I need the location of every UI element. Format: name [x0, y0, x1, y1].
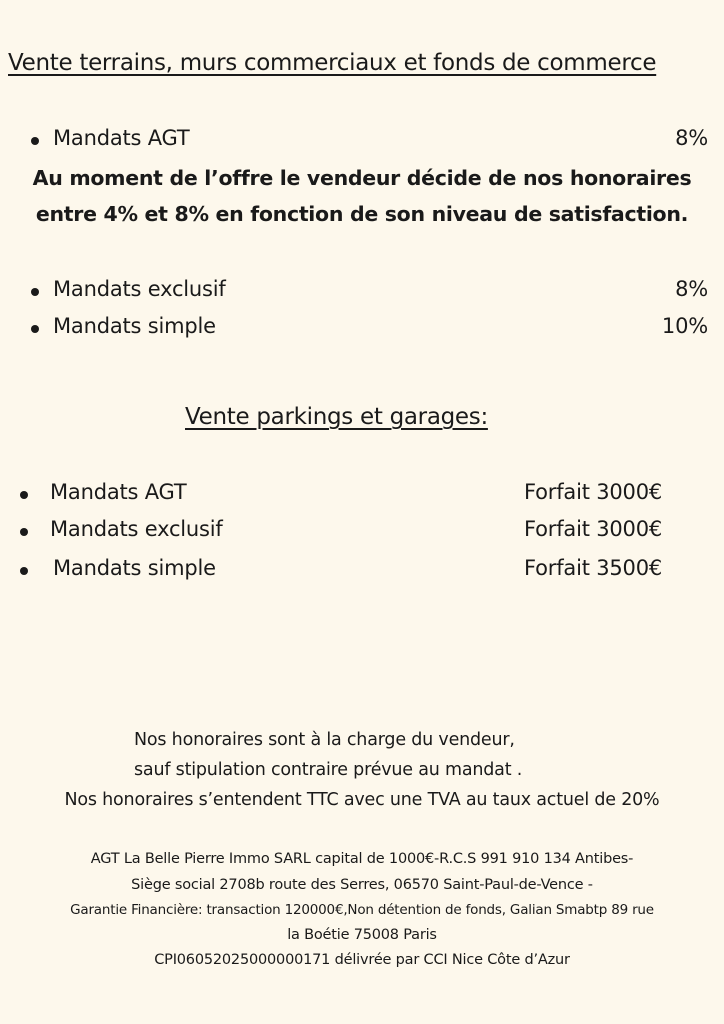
bullet-icon	[20, 567, 28, 575]
item-label: Mandats AGT	[50, 480, 187, 504]
item-label: Mandats simple	[53, 556, 216, 580]
bullet-icon	[20, 491, 28, 499]
legal-line: Garantie Financière: transaction 120000€,Non détention de fonds, Galian Smabtp 89 rue	[70, 902, 654, 918]
legal-line: Siège social 2708b route des Serres, 06570 Saint-Paul-de-Vence -	[131, 877, 593, 893]
bullet-icon	[31, 288, 39, 296]
item-label: Mandats exclusif	[53, 277, 226, 301]
item-label: Mandats simple	[53, 314, 216, 338]
bullet-icon	[20, 528, 28, 536]
footer-line: sauf stipulation contraire prévue au mandat .	[134, 760, 523, 780]
legal-line: CPI06052025000000171 délivrée par CCI Nice Côte d’Azur	[154, 952, 570, 968]
footer-line: Nos honoraires sont à la charge du vendeur,	[134, 730, 515, 750]
item-value: Forfait 3500€	[524, 556, 663, 580]
item-value: 8%	[675, 277, 708, 301]
item-value: 8%	[675, 126, 708, 150]
item-label: Mandats exclusif	[50, 517, 223, 541]
legal-line: la Boétie 75008 Paris	[287, 927, 437, 943]
bullet-icon	[31, 137, 39, 145]
footer-line: Nos honoraires s’entendent TTC avec une TVA au taux actuel de 20%	[64, 790, 660, 810]
item-value: Forfait 3000€	[524, 517, 663, 541]
fee-note-line-1: Au moment de l’offre le vendeur décide de nos honoraires	[32, 166, 692, 190]
bullet-icon	[31, 325, 39, 333]
item-value: 10%	[661, 314, 708, 338]
fee-note-line-2: entre 4% et 8% en fonction de son niveau de satisfaction.	[35, 202, 689, 226]
section-heading-terrains: Vente terrains, murs commerciaux et fonds de commerce	[8, 50, 657, 76]
section-heading-parkings: Vente parkings et garages:	[185, 404, 488, 430]
item-value: Forfait 3000€	[524, 480, 663, 504]
legal-line: AGT La Belle Pierre Immo SARL capital de 1000€-R.C.S 991 910 134 Antibes-	[90, 851, 634, 867]
item-label: Mandats AGT	[53, 126, 190, 150]
